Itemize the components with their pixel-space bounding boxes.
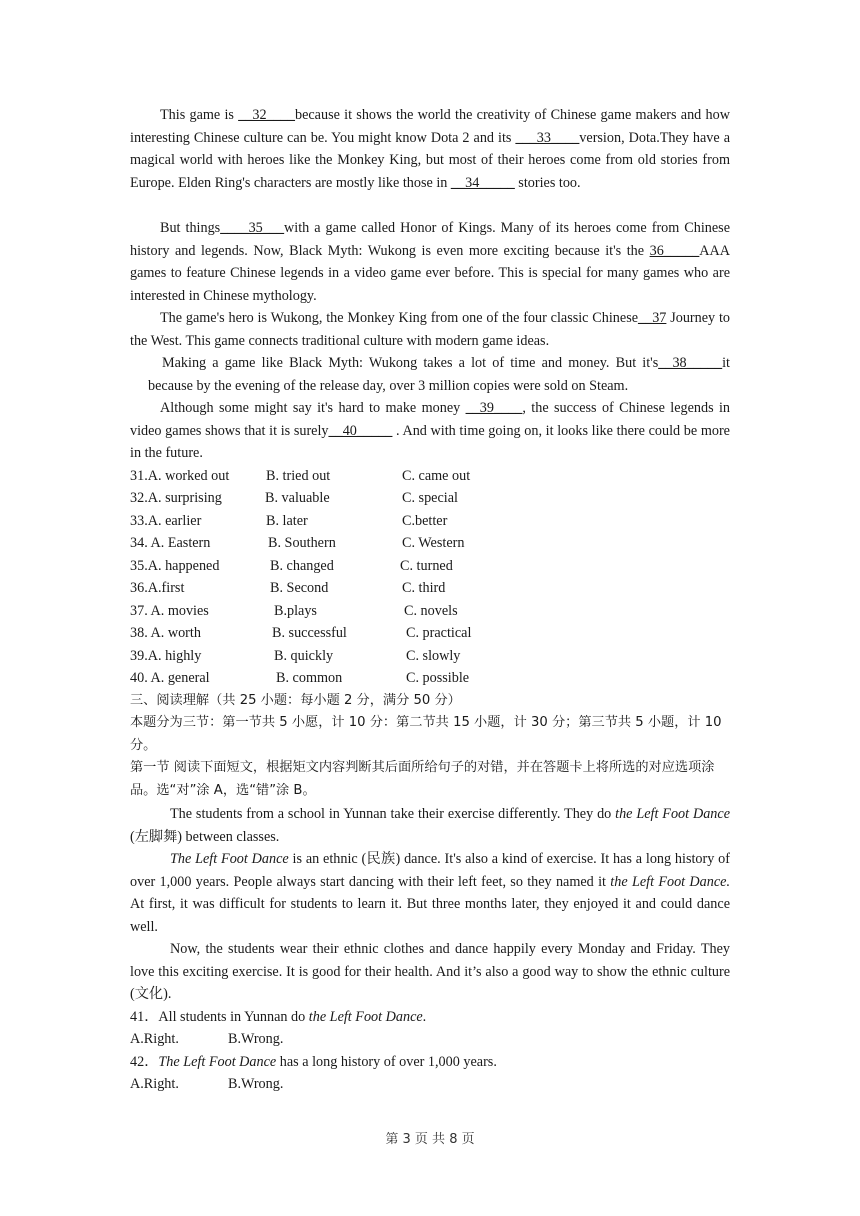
text: stories too. (514, 174, 581, 191)
option-40-a: 40. A. general (130, 670, 210, 686)
text: it because by the evening of the release day, over 3 million copies were sold on Steam. (148, 355, 730, 394)
option-31-b: B. tried out (266, 468, 331, 484)
option-35-c: C. turned (400, 558, 453, 574)
blank-36: 36_____ (649, 242, 700, 259)
blank-34: __34_____ (450, 174, 515, 191)
option-39-b: B. quickly (274, 648, 334, 664)
option-38-a: 38. A. worth (130, 625, 201, 641)
option-36-a: 36.A.first (130, 580, 185, 596)
text: has a long history of over 1,000 years. (276, 1054, 497, 1070)
text: The game's hero is Wukong, the Monkey King from one of the four classic Chinese (160, 310, 639, 326)
option-36-b: B. Second (270, 580, 329, 596)
blank-33: ___33____ (515, 129, 580, 146)
option-33-c: C.better (402, 513, 448, 529)
option-35-a: 35.A. happened (130, 558, 220, 574)
reading-paragraph-3: Now, the students wear their ethnic clothes and dance happily every Monday and Friday. They love this exciting exercise. It is good for their health. And it’s also a good way to show the ethnic culture (文化). (130, 941, 730, 1003)
option-40-b: B. common (276, 670, 343, 686)
blank-35: ____35___ (220, 220, 285, 236)
text: because it shows the world the creativity of Chinese game makers and how interesting Chinese culture can be. You might know Dota 2 and its (130, 107, 730, 146)
text: (左脚舞) between classes. (130, 828, 280, 845)
section-description: 本题分为三节：第一节共 5 小愿，计 10 分：第二节共 15 小题，计 30 分；第三节共 5 小题，计 10 分。 (130, 715, 722, 753)
text: But things (160, 220, 221, 236)
passage-paragraph-4 (148, 352, 730, 397)
text: . And with time going on, it looks like there could be more in the future. (130, 422, 730, 462)
option-34-c: C. Western (402, 535, 465, 551)
part-one-instructions: 第一节 阅读下面短文，根据矩文内容判断其后面所给句子的对错，并在答题卡上将所选的对应选项涂品。选“对”涂 A，选“错”涂 B。 (130, 760, 715, 798)
blank-39: __39____ (465, 400, 523, 416)
text: with a game called Honor of Kings. Many of its heroes come from Chinese history and legends. Now, Black Myth: Wukong is even more exciting because it's the (130, 220, 731, 259)
option-35-b: B. changed (270, 558, 334, 574)
text: The students from a school in Yunnan take their exercise differently. They do (170, 806, 616, 822)
blank-38: __38_____ (658, 355, 723, 371)
text: Journey to the West. This game connects traditional culture with modern game ideas. (130, 310, 730, 349)
text: Making a game like Black Myth: Wukong takes a lot of time and money. But it's (162, 355, 659, 371)
text: Although some might say it's hard to make money (160, 400, 466, 416)
option-34-b: B. Southern (268, 535, 336, 551)
option-31-c: C. came out (402, 468, 471, 484)
text: , the success of Chinese legends in video games shows that it is surely (130, 400, 731, 439)
option-32-a: 32.A. surprising (130, 490, 222, 506)
passage-paragraph-2 (130, 217, 730, 307)
text: The Left Foot Dance (170, 851, 289, 867)
option-33-a: 33.A. earlier (130, 513, 202, 529)
option-37-b: B.plays (274, 603, 317, 619)
question-41-option-a: A.Right. (130, 1031, 179, 1047)
section-heading: 三、阅读理解（共 25 小题：每小题 2 分，满分 50 分） (130, 693, 461, 708)
page-footer: 第 3 页 共 8 页 (385, 1132, 475, 1147)
text: This game is (160, 107, 239, 123)
passage-paragraph-3 (130, 307, 730, 352)
text: the Left Foot Dance (615, 806, 730, 822)
option-39-c: C. slowly (406, 648, 461, 664)
question-41 (130, 1006, 426, 1028)
option-36-c: C. third (402, 580, 446, 596)
option-34-a: 34. A. Eastern (130, 535, 211, 551)
text: the Left Foot Dance (308, 1009, 423, 1025)
option-38-c: C. practical (406, 625, 472, 641)
option-31-a: 31.A. worked out (130, 468, 230, 484)
option-40-c: C. possible (406, 670, 470, 686)
option-38-b: B. successful (272, 625, 347, 641)
blank-32: __32____ (238, 107, 295, 123)
option-32-c: C. special (402, 490, 458, 506)
text: . (422, 1009, 427, 1025)
question-42-option-a: A.Right. (130, 1076, 179, 1092)
question-42-option-b: B.Wrong. (228, 1076, 284, 1092)
text: the Left Foot Dance. (610, 873, 731, 890)
text: At first, it was difficult for students to learn it. But three months later, they enjoyed it and could dance well. (130, 896, 730, 935)
reading-paragraph-2 (130, 848, 730, 938)
blank-37: __37 (638, 310, 667, 326)
text: 42． (130, 1054, 159, 1070)
option-39-a: 39.A. highly (130, 648, 202, 664)
text: is an ethnic (民族) dance. It's also a kind of exercise. It has a long history of over 1,000 years. People always start dancing with their left feet, so they named it (130, 851, 730, 890)
question-42 (130, 1051, 497, 1073)
text: version, Dota.They have a magical world with heroes like the Monkey King, but most of their heroes come from old stories from Europe. Elden Ring's characters are mostly like those in (130, 129, 731, 191)
option-33-b: B. later (266, 513, 308, 529)
blank-40: __40_____ (328, 422, 393, 439)
question-41-option-b: B.Wrong. (228, 1031, 284, 1047)
text: AAA games to feature Chinese legends in a video game ever before. This is special for many games who are interested in Chinese mythology. (130, 242, 730, 304)
passage-paragraph-1 (130, 104, 730, 194)
passage-paragraph-5 (130, 397, 730, 465)
reading-paragraph-1 (130, 803, 730, 848)
option-37-c: C. novels (404, 603, 458, 619)
text: The Left Foot Dance (158, 1054, 277, 1070)
text: 41．All students in Yunnan do (130, 1009, 309, 1025)
option-37-a: 37. A. movies (130, 603, 209, 619)
option-32-b: B. valuable (265, 490, 330, 506)
